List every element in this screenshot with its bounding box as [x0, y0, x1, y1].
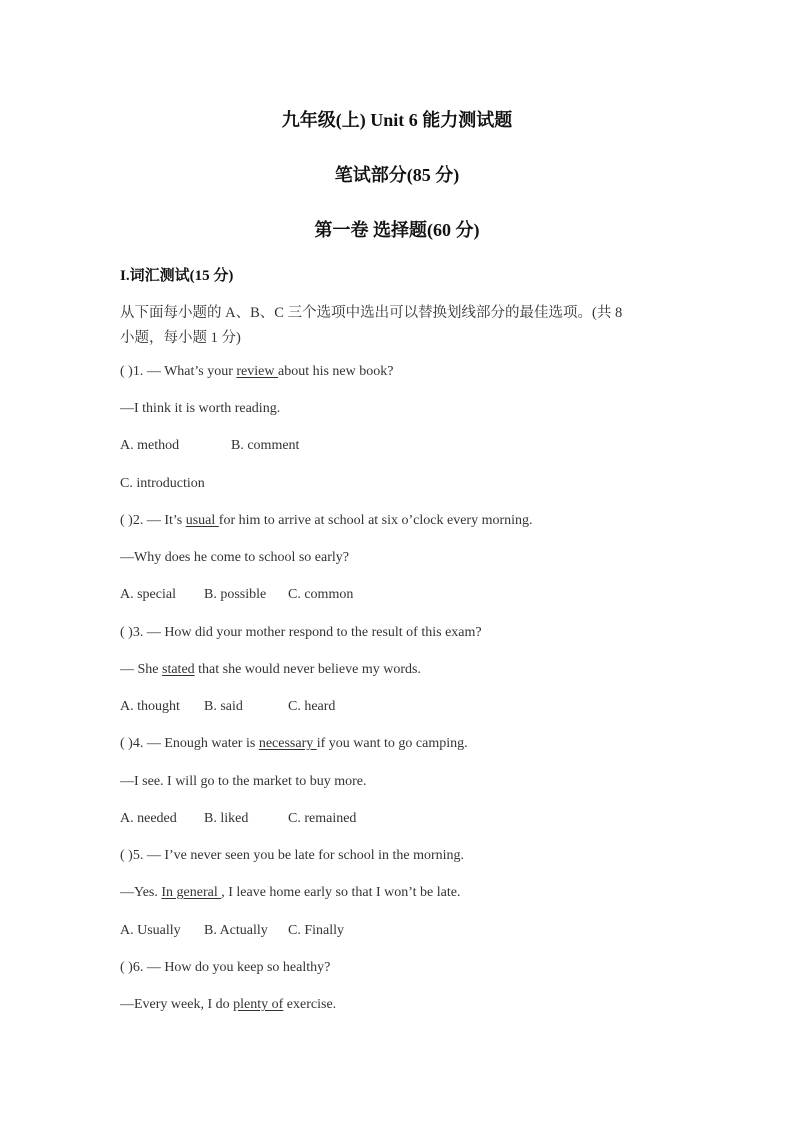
question-1-option-c: C. introduction	[120, 476, 205, 491]
question-1-prompt: ( )1. — What’s your review about his new book?	[120, 364, 394, 379]
volume-title: 第一卷 选择题(60 分)	[314, 220, 480, 240]
option-b: B. comment	[231, 438, 300, 453]
question-3-prompt: ( )3. — How did your mother respond to the result of this exam?	[120, 625, 482, 640]
option-a: A. thought	[120, 699, 180, 714]
instruction-line-2: 小题，每小题 1 分)	[120, 330, 241, 346]
question-4-reply: —I see. I will go to the market to buy more.	[120, 774, 367, 789]
question-4-prompt: ( )4. — Enough water is necessary if you want to go camping.	[120, 736, 468, 751]
question-5-reply: —Yes. In general , I leave home early so that I won’t be late.	[120, 885, 461, 900]
question-4-options	[120, 811, 356, 827]
section-heading: I.词汇测试(15 分)	[120, 268, 234, 284]
question-3-reply: — She stated that she would never believe my words.	[120, 662, 421, 677]
question-3-options	[120, 699, 335, 715]
option-a: A. Usually	[120, 923, 181, 938]
underlined-word: review	[236, 364, 278, 379]
option-c: C. remained	[288, 811, 357, 826]
question-2-options	[120, 587, 353, 603]
option-c: C. common	[288, 587, 354, 602]
option-b: B. possible	[204, 587, 267, 602]
question-1-options	[120, 438, 299, 454]
option-a: A. method	[120, 438, 180, 453]
underlined-word: usual	[185, 513, 219, 528]
question-6-prompt: ( )6. — How do you keep so healthy?	[120, 960, 331, 975]
question-2-reply: —Why does he come to school so early?	[120, 550, 349, 565]
part-title: 笔试部分(85 分)	[334, 165, 460, 185]
underlined-word: stated	[162, 662, 195, 677]
option-a: A. needed	[120, 811, 177, 826]
question-5-prompt: ( )5. — I’ve never seen you be late for school in the morning.	[120, 848, 465, 863]
underlined-word: necessary	[258, 736, 317, 751]
question-5-options	[120, 923, 344, 939]
question-1-reply: —I think it is worth reading.	[120, 401, 281, 416]
document-title: 九年级(上) Unit 6 能力测试题	[281, 110, 513, 130]
question-6-reply: —Every week, I do plenty of exercise.	[120, 997, 337, 1012]
option-b: B. liked	[204, 811, 249, 826]
option-b: B. said	[204, 699, 243, 714]
underlined-word: plenty of	[233, 997, 284, 1012]
option-a: A. special	[120, 587, 176, 602]
option-c: C. heard	[288, 699, 336, 714]
underlined-word: In general	[161, 885, 222, 900]
instruction-line-1: 从下面每小题的 A、B、C 三个选项中选出可以替换划线部分的最佳选项。(共 8	[120, 305, 623, 321]
option-b: B. Actually	[204, 923, 268, 938]
question-2-prompt: ( )2. — It’s usual for him to arrive at school at six o’clock every morning.	[120, 513, 533, 528]
option-c: C. Finally	[288, 923, 345, 938]
